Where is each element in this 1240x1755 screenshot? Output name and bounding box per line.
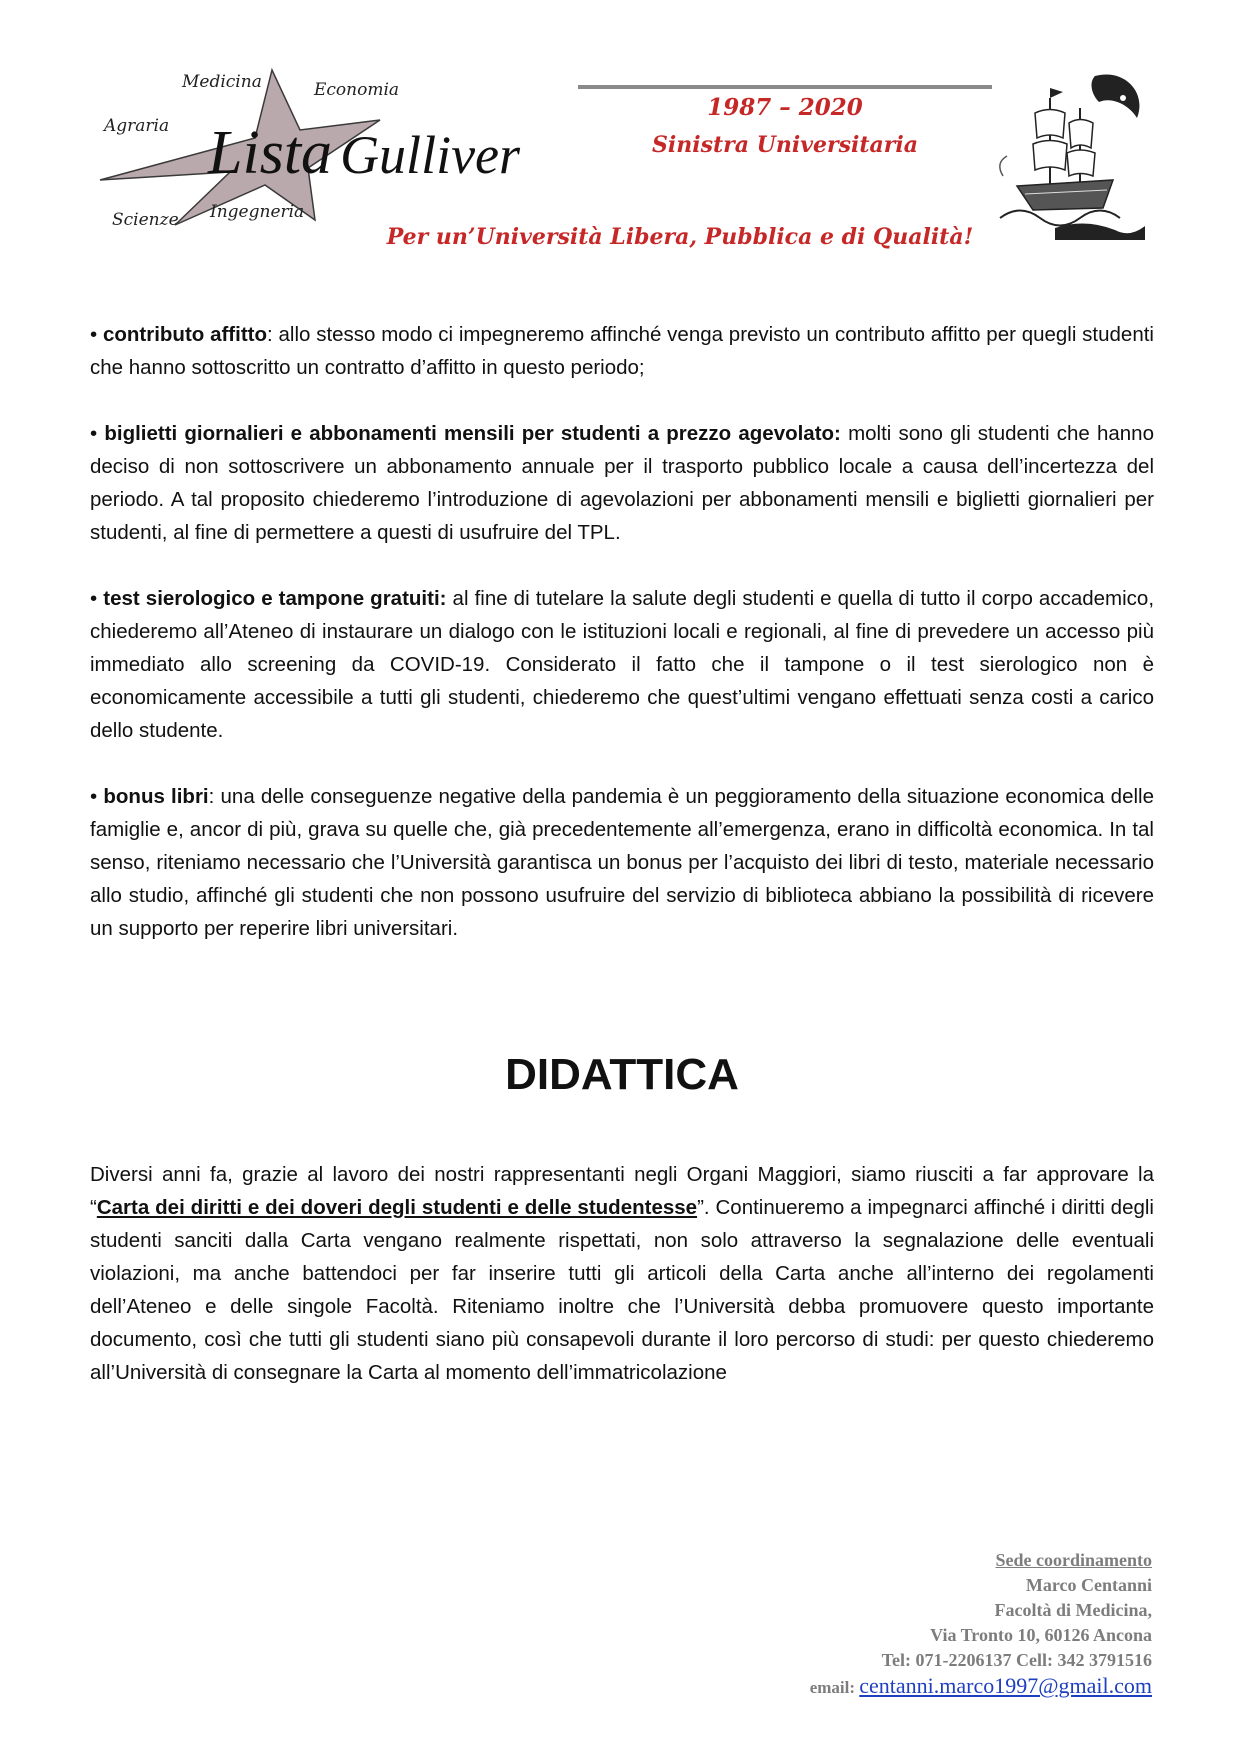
faculty-agraria: Agraria bbox=[104, 116, 170, 136]
header-subtitle: Sinistra Universitaria bbox=[652, 132, 918, 158]
didattica-paragraph bbox=[90, 1158, 1154, 1389]
main-content bbox=[90, 318, 1154, 945]
bullet: • bbox=[90, 587, 98, 610]
paragraph-text-before: Diversi anni fa, grazie al lavoro dei nostri rappresentanti negli Organi Maggiori, siamo riusciti a far approvare la “ bbox=[90, 1163, 1154, 1219]
letterhead bbox=[0, 0, 1240, 270]
footer-phones: Tel: 071-2206137 Cell: 342 3791516 bbox=[881, 1650, 1152, 1670]
carta-diritti-link[interactable]: Carta dei diritti e dei doveri degli studenti e delle studentesse bbox=[96, 1196, 698, 1219]
item-separator bbox=[841, 422, 848, 445]
logo-title-word-gulliver: Gulliver bbox=[340, 125, 521, 185]
faculty-ingegneria: Ingegneria bbox=[210, 202, 305, 222]
pirate-ship-icon bbox=[995, 68, 1150, 243]
item-text: una delle conseguenze negative della pandemia è un peggioramento della situazione economica delle famiglie e, ancor di più, grava su quelle che, già precedentemente all’emergenza, erano in difficoltà economica. In tal senso, riteniamo necessario che l’Università garantisca un bonus per l’acquisto dei libri di testo, materiale necessario allo studio, affinché gli studenti che non possono usufruire del servizio di biblioteca abbiano la possibilità di ricevere un supporto per reperire libri universitari. bbox=[90, 785, 1154, 940]
footer-address: Via Tronto 10, 60126 Ancona bbox=[930, 1625, 1152, 1645]
item-title: contributo affitto bbox=[102, 323, 268, 346]
footer-heading: Sede coordinamento bbox=[995, 1550, 1152, 1570]
footer-email-row bbox=[810, 1673, 1152, 1700]
item-separator: : bbox=[267, 323, 279, 346]
item-title: test sierologico e tampone gratuiti: bbox=[103, 587, 447, 610]
header-years: 1987 – 2020 bbox=[707, 94, 863, 121]
list-item-test-sierologico bbox=[90, 582, 1154, 747]
lista-gulliver-logo bbox=[90, 60, 580, 245]
item-text: molti sono gli studenti che hanno deciso di non sottoscrivere un abbonamento annuale per il trasporto pubblico locale a causa dell’incertezza del periodo. A tal proposito chiederemo l’introduzione di agevolazioni per abbonamenti mensili e biglietti giornalieri per studenti, al fine di permettere a questi di usufruire del TPL. bbox=[90, 422, 1154, 544]
header-divider bbox=[578, 85, 992, 89]
faculty-scienze: Scienze bbox=[112, 210, 179, 230]
logo-title-word-lista: Lista bbox=[208, 119, 333, 187]
header-slogan: Per un’Università Libera, Pubblica e di Qualità! bbox=[386, 224, 974, 250]
bullet: • bbox=[90, 422, 98, 445]
paragraph-text-after: ”. Continueremo a impegnarci affinché i diritti degli studenti sanciti dalla Carta vengano realmente rispettati, non solo attraverso la segnalazione delle eventuali violazioni, ma anche battendoci per far inserire tutti gli articoli della Carta anche all’interno dei regolamenti dell’Ateneo e delle singole Facoltà. Riteniamo inoltre che l’Università debba promuovere questo importante documento, così che tutti gli studenti siano più consapevoli durante il loro percorso di studi: per questo chiederemo all’Università di consegnare la Carta al momento dell’immatricolazione bbox=[90, 1196, 1154, 1384]
email-link[interactable]: centanni.marco1997@gmail.com bbox=[859, 1673, 1152, 1698]
contact-footer bbox=[810, 1548, 1152, 1700]
bullet: • bbox=[90, 785, 98, 808]
logo-title bbox=[208, 118, 520, 189]
bullet: • bbox=[90, 323, 98, 346]
footer-faculty: Facoltà di Medicina, bbox=[994, 1600, 1152, 1620]
faculty-medicina: Medicina bbox=[182, 72, 262, 92]
item-separator: : bbox=[208, 785, 221, 808]
list-item-contributo-affitto bbox=[90, 318, 1154, 384]
list-item-bonus-libri bbox=[90, 780, 1154, 945]
item-text: al fine di tutelare la salute degli studenti e quella di tutto il corpo accademico, chiederemo all’Ateneo di instaurare un dialogo con le istituzioni locali e regionali, al fine di prevedere un accesso più immediato allo screening da COVID-19. Considerato il fatto che il tampone o il test sierologico non è economicamente accessibile a tutti gli studenti, chiederemo che quest’ultimi vengano effettuati senza costi a carico dello studente. bbox=[90, 587, 1155, 742]
item-title: bonus libri bbox=[103, 785, 209, 808]
faculty-economia: Economia bbox=[314, 80, 400, 100]
email-label: email: bbox=[809, 1678, 856, 1697]
footer-name: Marco Centanni bbox=[1025, 1575, 1152, 1595]
list-item-biglietti-abbonamenti bbox=[90, 417, 1154, 549]
item-title: biglietti giornalieri e abbonamenti mensili per studenti a prezzo agevolato: bbox=[104, 422, 841, 445]
section-heading-didattica: DIDATTICA bbox=[505, 1050, 739, 1099]
item-text: allo stesso modo ci impegneremo affinché venga previsto un contributo affitto per quegli studenti che hanno sottoscritto un contratto d’affitto in questo periodo; bbox=[90, 323, 1154, 379]
